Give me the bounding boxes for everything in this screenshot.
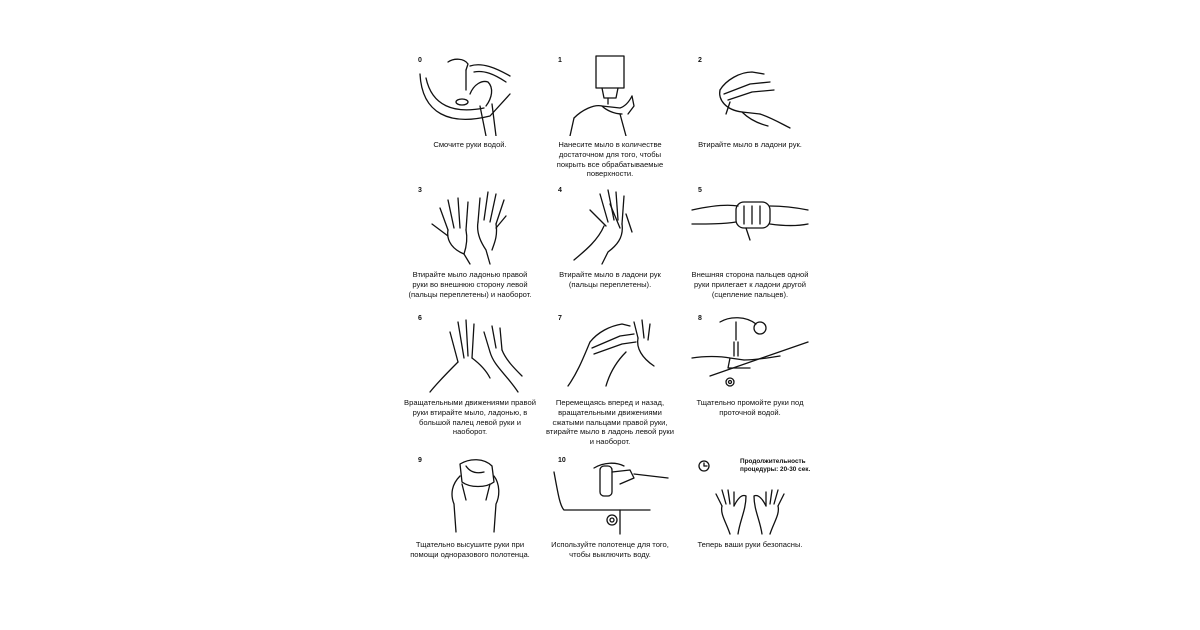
- step-number: 7: [558, 315, 562, 322]
- step-number: 2: [698, 57, 702, 64]
- step-caption: Внешняя сторона пальцев одной руки прилегает к ладони другой (сцепление пальцев).: [691, 270, 809, 299]
- step-number: 3: [418, 187, 422, 194]
- step-number: 5: [698, 187, 702, 194]
- step-caption: Используйте полотенце для того, чтобы выключить воду.: [551, 540, 669, 559]
- step-number: 6: [418, 315, 422, 322]
- step-final: [680, 450, 820, 590]
- rinse-hands-icon: [690, 312, 810, 394]
- duration-note: Продолжительность процедуры: 20-30 сек.: [740, 458, 811, 473]
- step-caption: Тщательно промойте руки под проточной водой.: [696, 398, 804, 417]
- step-caption: Нанесите мыло в количестве достаточном для того, чтобы покрыть все обрабатываемые поверхности.: [556, 140, 664, 179]
- step-2: [680, 50, 820, 180]
- step-7: [540, 308, 680, 450]
- step-number: 4: [558, 187, 562, 194]
- step-caption: Втирайте мыло в ладони рук (пальцы переплетены).: [559, 270, 661, 289]
- step-4: [540, 180, 680, 308]
- step-8: [680, 308, 820, 450]
- step-number: 8: [698, 315, 702, 322]
- step-caption: Вращательными движениями правой руки втирайте мыло, ладонью, в большой палец левой руки и наоборот.: [404, 398, 536, 437]
- rub-palms-icon: [690, 54, 810, 136]
- step-number: 1: [558, 57, 562, 64]
- step-caption: Тщательно высушите руки при помощи одноразового полотенца.: [410, 540, 530, 559]
- step-number: 10: [558, 457, 566, 464]
- handwashing-instructions: [400, 50, 820, 590]
- interlaced-fingers-icon: [550, 184, 670, 266]
- step-6: [400, 308, 540, 450]
- dry-towel-icon: [410, 454, 530, 536]
- step-caption: Втирайте мыло ладонью правой руки во внешнюю сторону левой (пальцы переплетены) и наоборот.: [408, 270, 532, 299]
- fingertips-rub-icon: [550, 312, 670, 394]
- turn-off-tap-icon: [550, 454, 670, 536]
- step-1: [540, 50, 680, 180]
- palm-over-back-icon: [410, 184, 530, 266]
- step-caption: Перемещаясь вперед и назад, вращательными движениями сжатыми пальцами правой руки, втирайте мыло в ладонь левой руки и наоборот.: [546, 398, 674, 447]
- step-caption: Втирайте мыло в ладони рук.: [698, 140, 802, 149]
- wet-hands-under-tap-icon: [410, 54, 530, 136]
- step-3: [400, 180, 540, 308]
- step-caption: Теперь ваши руки безопасны.: [697, 540, 803, 549]
- step-10: [540, 450, 680, 590]
- step-9: [400, 450, 540, 590]
- interlocked-fingers-icon: [690, 184, 810, 266]
- step-number: 9: [418, 457, 422, 464]
- step-number: 0: [418, 57, 422, 64]
- soap-dispenser-icon: [550, 54, 670, 136]
- thumb-rub-icon: [410, 312, 530, 394]
- step-5: [680, 180, 820, 308]
- step-caption: Смочите руки водой.: [433, 140, 507, 149]
- step-0: [400, 50, 540, 180]
